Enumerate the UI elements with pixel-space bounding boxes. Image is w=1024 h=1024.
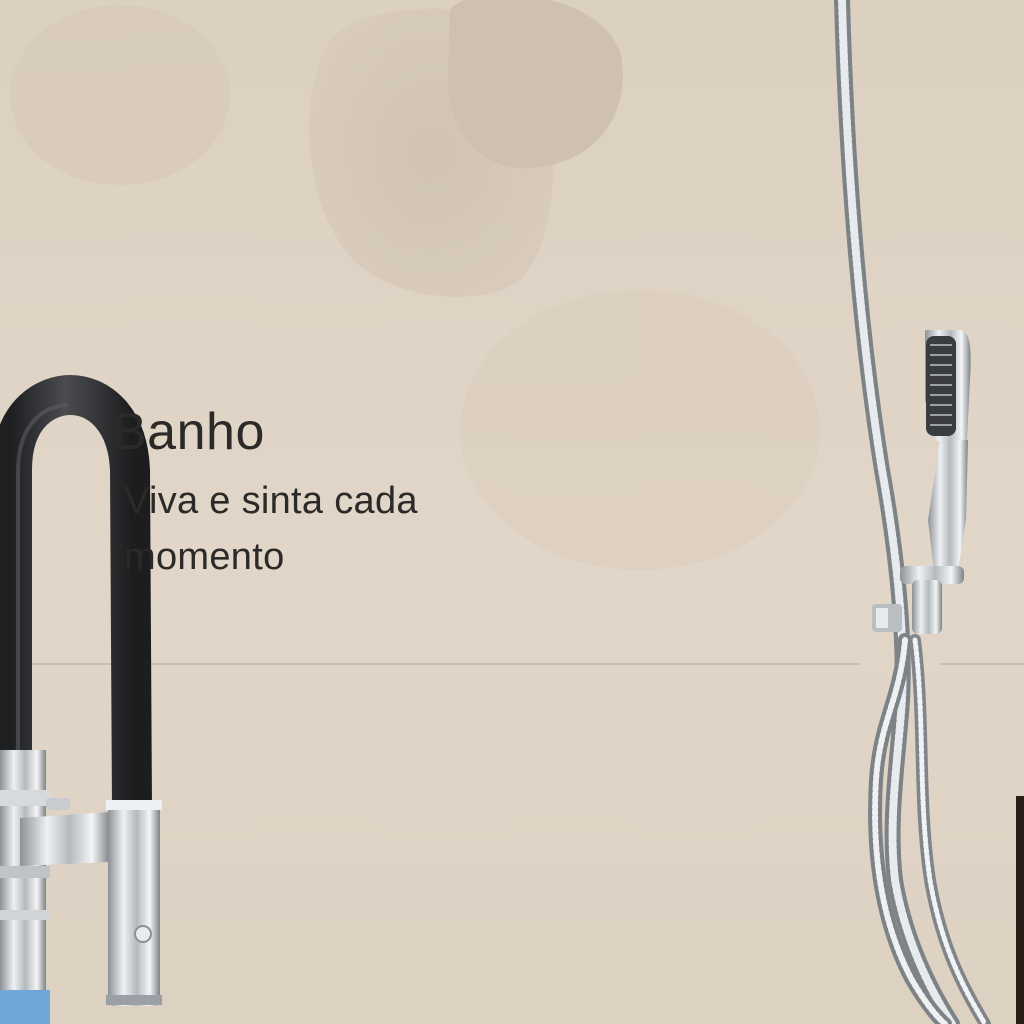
wall-subtitle-line1: Viva e sinta cada (124, 480, 418, 522)
shower-bracket (872, 604, 902, 632)
wall-title: Banho (112, 403, 265, 461)
dark-edge (1016, 796, 1024, 1024)
faucet-spray-head (106, 800, 162, 1006)
wall-subtitle-line2: momento (124, 536, 285, 578)
